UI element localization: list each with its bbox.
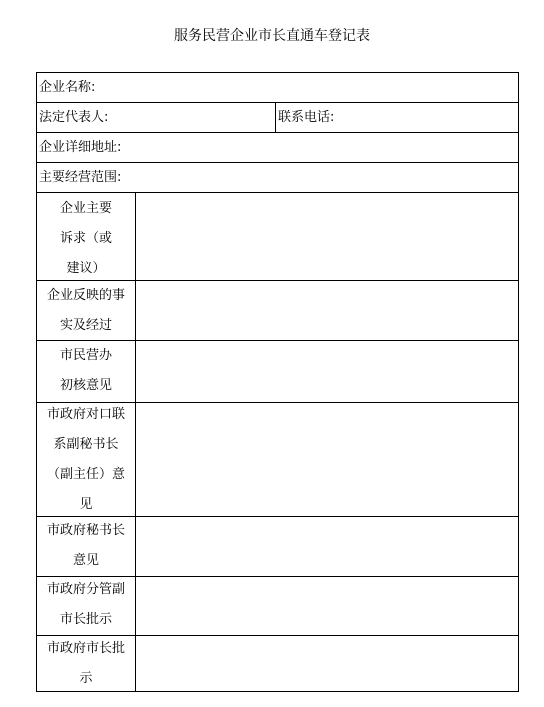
section-label-line: 企业反映的事 (46, 288, 125, 303)
company-name-field[interactable] (107, 75, 515, 101)
initial-review-field[interactable] (137, 342, 515, 400)
section-label-line: 诉求（或 (59, 231, 112, 246)
section-label-line: 市政府对口联 (46, 407, 125, 422)
section-label-line: 建议） (66, 261, 106, 276)
legal-rep-field[interactable] (121, 104, 273, 130)
form-title: 服务民营企业市长直通车登记表 (174, 28, 370, 44)
facts-field[interactable] (137, 282, 515, 338)
section-label-line: 见 (79, 497, 93, 512)
appeal-field[interactable] (137, 194, 515, 278)
column-divider (275, 102, 276, 133)
row-divider (37, 132, 518, 133)
section-label-facts (37, 281, 135, 341)
vice-mayor-field[interactable] (137, 578, 515, 633)
column-divider (135, 192, 136, 691)
address-label: 企业详细地址: (39, 140, 122, 155)
section-label-deputy-secretary (37, 400, 135, 520)
section-label-line: 示 (79, 671, 93, 686)
address-field[interactable] (135, 134, 515, 160)
section-label-line: （副主任）意 (46, 467, 125, 482)
section-label-line: 意见 (72, 553, 99, 568)
section-label-line: 市长批示 (59, 612, 112, 627)
section-label-secretary-general (37, 516, 135, 576)
section-label-line: 企业主要 (59, 201, 112, 216)
section-label-line: 系副秘书长 (53, 437, 119, 452)
row-divider (37, 192, 518, 193)
section-label-appeal (37, 194, 135, 284)
section-label-line: 市政府市长批 (46, 641, 125, 656)
business-scope-field[interactable] (135, 164, 515, 190)
section-label-mayor (37, 634, 135, 694)
company-name-label: 企业名称: (39, 80, 96, 95)
section-label-vice-mayor (37, 575, 135, 635)
row-divider (37, 102, 518, 103)
legal-rep-label: 法定代表人: (39, 110, 109, 125)
mayor-field[interactable] (137, 637, 515, 689)
section-label-line: 市民营办 (59, 348, 112, 363)
section-label-line: 市政府分管副 (46, 582, 125, 597)
section-label-line: 初核意见 (59, 378, 112, 393)
registration-table (36, 72, 519, 692)
phone-label: 联系电话: (278, 110, 335, 125)
section-label-line: 实及经过 (59, 318, 112, 333)
row-divider (37, 162, 518, 163)
phone-field[interactable] (347, 104, 515, 130)
deputy-secretary-field[interactable] (137, 404, 515, 514)
secretary-general-field[interactable] (137, 518, 515, 574)
section-label-initial-review (37, 341, 135, 401)
business-scope-label: 主要经营范围: (39, 170, 122, 185)
section-label-line: 市政府秘书长 (46, 523, 125, 538)
